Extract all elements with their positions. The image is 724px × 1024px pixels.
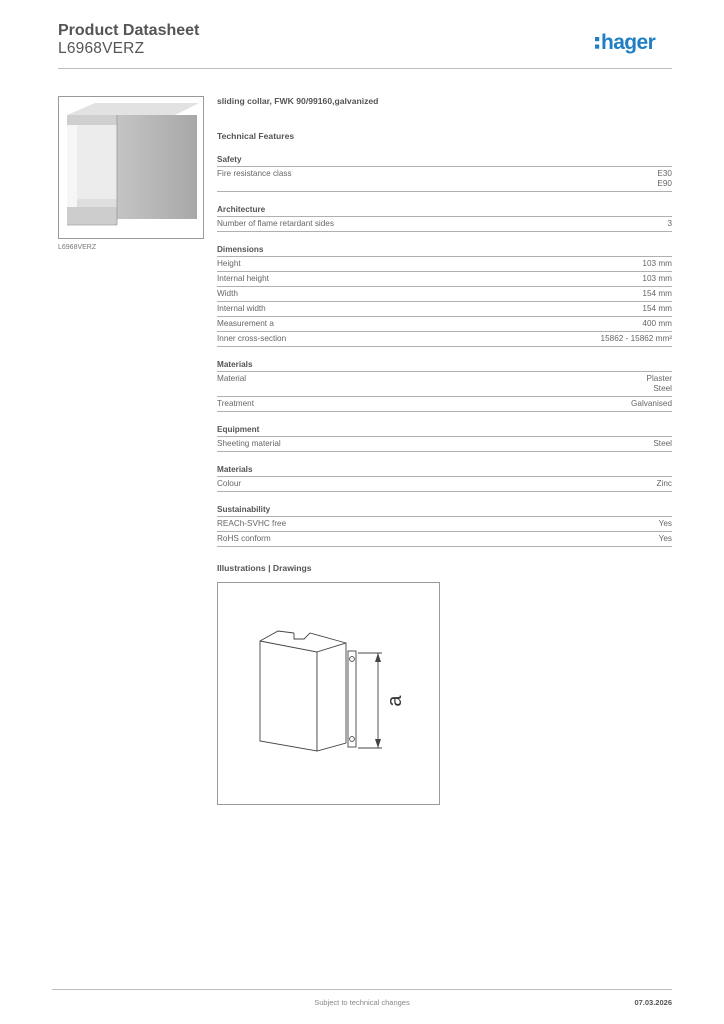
feature-row xyxy=(217,167,672,192)
section-heading: Sustainability xyxy=(217,505,672,517)
feature-value: 15862 - 15862 mm² xyxy=(600,334,672,343)
feature-value: E30 E90 xyxy=(657,169,672,188)
feature-row xyxy=(217,437,672,452)
product-description: sliding collar, FWK 90/99160,galvanized xyxy=(217,96,379,106)
feature-row xyxy=(217,287,672,302)
feature-label: Treatment xyxy=(217,399,255,408)
feature-value: Steel xyxy=(653,439,672,448)
feature-value: Plaster Steel xyxy=(646,374,672,393)
feature-value: Yes xyxy=(658,534,672,543)
feature-label: Width xyxy=(217,289,238,298)
feature-label: Internal width xyxy=(217,304,266,313)
feature-label: REACh-SVHC free xyxy=(217,519,287,528)
feature-section xyxy=(217,425,672,452)
hager-logo xyxy=(594,29,676,57)
feature-section xyxy=(217,205,672,232)
product-reference: L6968VERZ xyxy=(58,40,145,57)
feature-section xyxy=(217,245,672,347)
section-heading: Materials xyxy=(217,465,672,477)
feature-label: Colour xyxy=(217,479,242,488)
feature-value: Galvanised xyxy=(631,399,672,408)
feature-value: Zinc xyxy=(656,479,672,488)
feature-label: Sheeting material xyxy=(217,439,281,448)
product-photo xyxy=(58,96,204,239)
feature-value: 3 xyxy=(667,219,672,228)
photo-caption: L6968VERZ xyxy=(58,244,97,251)
feature-section xyxy=(217,360,672,412)
feature-row xyxy=(217,372,672,397)
section-heading: Architecture xyxy=(217,205,672,217)
drawing-image xyxy=(218,583,441,806)
feature-row xyxy=(217,317,672,332)
feature-row xyxy=(217,302,672,317)
logo-wordmark: hager xyxy=(601,31,656,54)
feature-label: Internal height xyxy=(217,274,269,283)
feature-row xyxy=(217,517,672,532)
feature-label: Inner cross-section xyxy=(217,334,287,343)
feature-label: RoHS conform xyxy=(217,534,271,543)
footer-note: Subject to technical changes xyxy=(314,998,410,1007)
feature-value: 103 mm xyxy=(642,274,672,283)
feature-row xyxy=(217,257,672,272)
feature-row xyxy=(217,332,672,347)
product-photo-image xyxy=(59,97,204,239)
feature-label: Material xyxy=(217,374,247,383)
feature-value: Yes xyxy=(658,519,672,528)
dimension-drawing xyxy=(217,582,440,805)
technical-content xyxy=(217,96,672,547)
feature-label: Height xyxy=(217,259,241,268)
footer-date: 07.03.2026 xyxy=(634,998,672,1007)
header-divider xyxy=(58,68,672,69)
feature-value: 103 mm xyxy=(642,259,672,268)
document-title: Product Datasheet xyxy=(58,22,200,39)
technical-features-heading: Technical Features xyxy=(217,131,295,141)
feature-label: Number of flame retardant sides xyxy=(217,219,334,228)
feature-row xyxy=(217,477,672,492)
feature-section xyxy=(217,505,672,547)
feature-value: 154 mm xyxy=(642,289,672,298)
feature-label: Fire resistance class xyxy=(217,169,292,178)
section-heading: Equipment xyxy=(217,425,672,437)
feature-label: Measurement a xyxy=(217,319,274,328)
feature-row xyxy=(217,272,672,287)
feature-row xyxy=(217,532,672,547)
section-heading: Materials xyxy=(217,360,672,372)
feature-value: 154 mm xyxy=(642,304,672,313)
dimension-a-label: a xyxy=(384,695,406,707)
section-heading: Dimensions xyxy=(217,245,672,257)
feature-section xyxy=(217,155,672,192)
section-heading: Safety xyxy=(217,155,672,167)
feature-sections xyxy=(217,155,672,547)
feature-section xyxy=(217,465,672,492)
footer-divider xyxy=(52,989,672,990)
feature-value: 400 mm xyxy=(642,319,672,328)
illustrations-heading: Illustrations | Drawings xyxy=(217,563,312,573)
feature-row xyxy=(217,217,672,232)
feature-row xyxy=(217,397,672,412)
